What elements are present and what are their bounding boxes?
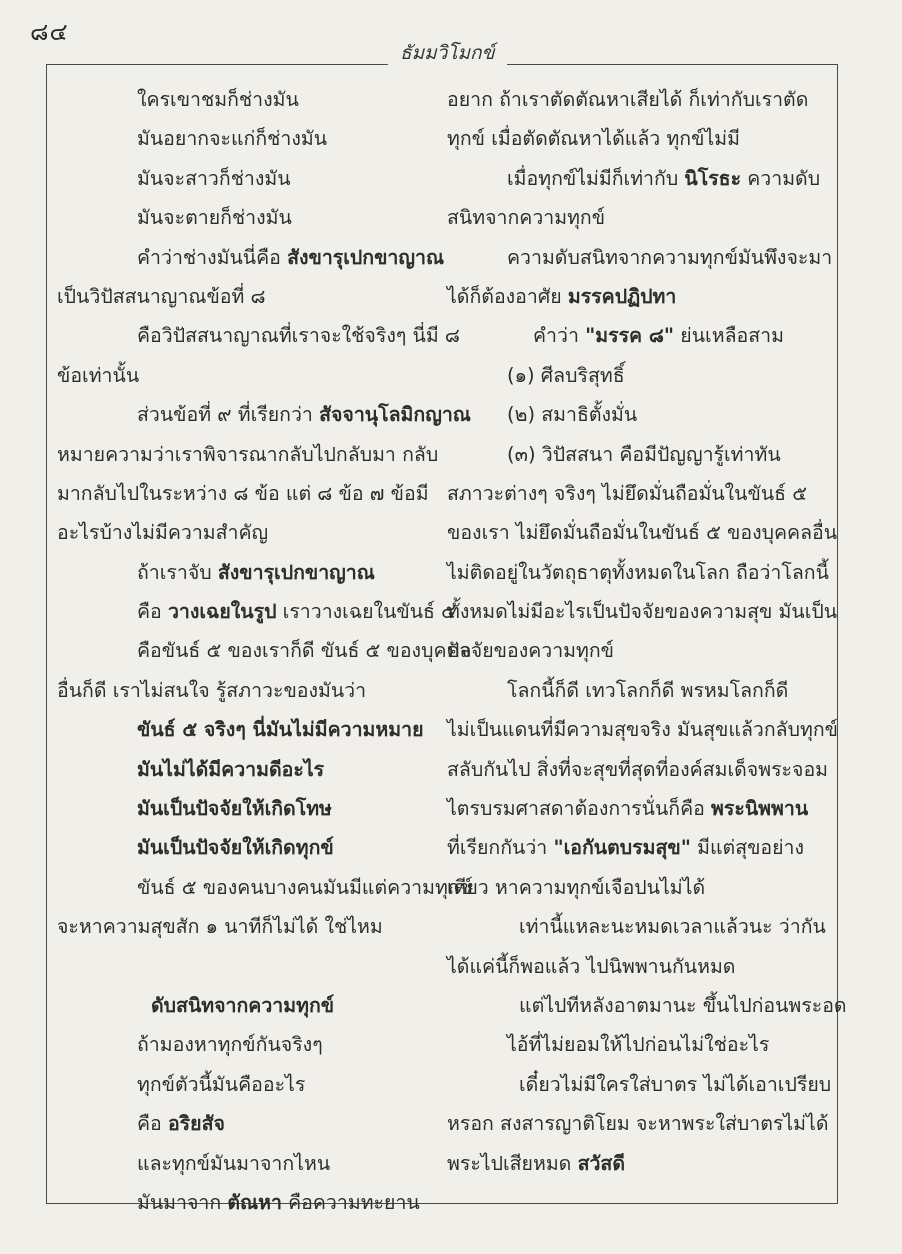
- text-line: มันอยากจะแก่ก็ช่างมัน: [137, 127, 328, 151]
- list-item: (๑) ศีลบริสุทธิ์: [507, 363, 625, 387]
- text-line: ไตรบรมศาสดาต้องการนั่นก็คือ พระนิพพาน: [447, 797, 809, 821]
- text-line: สภาวะต่างๆ จริงๆ ไม่ยึดมั่นถือมั่นในขันธ์ ๕: [447, 481, 808, 505]
- bold-term: "เอกันตบรมสุข": [553, 836, 691, 860]
- text-line: เป็นวิปัสสนาญาณข้อที่ ๘: [57, 284, 266, 308]
- text-line: ส่วนข้อที่ ๙ ที่เรียกว่า สัจจานุโลมิกญาณ: [137, 403, 471, 427]
- text-line: มันเป็นปัจจัยให้เกิดทุกข์: [137, 836, 334, 860]
- text-line: ถ้ามองหาทุกข์กันจริงๆ: [137, 1033, 323, 1057]
- text-line: โลกนี้ก็ดี เทวโลกก็ดี พรหมโลกก็ดี: [507, 678, 789, 702]
- text-line: สลับกันไป สิ่งที่จะสุขที่สุดที่องค์สมเด็จพระจอม: [447, 757, 829, 781]
- text-line: เมื่อทุกข์ไม่มีก็เท่ากับ นิโรธะ ความดับ: [507, 166, 821, 190]
- text-line: ไอ้ที่ไม่ยอมให้ไปก่อนไม่ใช่อะไร: [507, 1033, 770, 1057]
- text-line: ขันธ์ ๕ ของคนบางคนมันมีแต่ความทุกข์: [137, 875, 473, 899]
- text-line: คือขันธ์ ๕ ของเราก็ดี ขันธ์ ๕ ของบุคคล: [137, 639, 472, 663]
- text-line: คือวิปัสสนาญาณที่เราจะใช้จริงๆ นี่มี ๘: [137, 324, 460, 348]
- text-line: ใครเขาชมก็ช่างมัน: [137, 88, 299, 111]
- text-line: เดียว หาความทุกข์เจือปนไม่ได้: [447, 875, 706, 899]
- text-line: ได้ก็ต้องอาศัย มรรคปฏิปทา: [447, 284, 677, 308]
- list-item: (๓) วิปัสสนา คือมีปัญญารู้เท่าทัน: [507, 442, 781, 466]
- text-line: หมายความว่าเราพิจารณากลับไปกลับมา กลับ: [57, 442, 439, 466]
- text-line: ทั้งหมดไม่มีอะไรเป็นปัจจัยของความสุข มันเป็น: [447, 600, 838, 624]
- bold-term: วางเฉยในรูป: [167, 600, 277, 624]
- text-line: ถ้าเราจับ สังขารุเปกขาญาณ: [137, 560, 375, 584]
- list-item: (๒) สมาธิตั้งมั่น: [507, 403, 638, 427]
- text-line: อะไรบ้างไม่มีความสำคัญ: [57, 521, 269, 545]
- text-line: หรอก สงสารญาติโยม จะหาพระใส่บาตรไม่ได้: [447, 1112, 829, 1136]
- text-line: มันเป็นปัจจัยให้เกิดโทษ: [137, 797, 332, 821]
- left-column: [57, 80, 473, 1222]
- text-line: อื่นก็ดี เราไม่สนใจ รู้สภาวะของมันว่า: [57, 678, 367, 702]
- running-header: ธัมมวิโมกข์: [388, 38, 507, 68]
- text-line: แต่ไปทีหลังอาตมานะ ขึ้นไปก่อนพระอด: [519, 993, 847, 1017]
- text-line: ขันธ์ ๕ จริงๆ นี่มันไม่มีความหมาย: [137, 718, 424, 742]
- text-line: ที่เรียกกันว่า "เอกันตบรมสุข" มีแต่สุขอย่าง: [447, 836, 805, 860]
- bold-term: สังขารุเปกขาญาณ: [287, 245, 445, 269]
- text-line: เท่านี้แหละนะหมดเวลาแล้วนะ ว่ากัน: [519, 915, 826, 939]
- text-line: ของเรา ไม่ยึดมั่นถือมั่นในขันธ์ ๕ ของบุคคลอื่น: [447, 521, 838, 545]
- bold-term: สวัสดี: [577, 1151, 625, 1175]
- bold-term: สัจจานุโลมิกญาณ: [319, 403, 471, 427]
- text-line: พระไปเสียหมด สวัสดี: [447, 1151, 625, 1175]
- text-line: มากลับไปในระหว่าง ๘ ข้อ แต่ ๘ ข้อ ๗ ข้อมี: [57, 481, 429, 505]
- bold-term: ตัณหา: [227, 1190, 282, 1214]
- section-heading: ดับสนิทจากความทุกข์: [151, 993, 335, 1017]
- right-column: [447, 80, 847, 1183]
- bold-term: นิโรธะ: [684, 166, 742, 190]
- bold-term: อริยสัจ: [167, 1112, 225, 1136]
- text-line: ปัจจัยของความทุกข์: [447, 639, 615, 663]
- text-line: สนิทจากความทุกข์: [447, 206, 606, 230]
- text-line: คำว่าช่างมันนี่คือ สังขารุเปกขาญาณ: [137, 245, 445, 269]
- text-line: จะหาความสุขสัก ๑ นาทีก็ไม่ได้ ใช่ไหม: [57, 915, 383, 939]
- bold-term: มรรคปฏิปทา: [567, 284, 677, 308]
- text-line: ได้แค่นี้ก็พอแล้ว ไปนิพพานกันหมด: [447, 954, 736, 978]
- text-line: อยาก ถ้าเราตัดตัณหาเสียได้ ก็เท่ากับเราตัด: [447, 88, 809, 111]
- text-line: ไม่เป็นแดนที่มีความสุขจริง มันสุขแล้วกลับทุกข์: [447, 718, 838, 742]
- bold-term: "มรรค ๘": [585, 324, 675, 348]
- text-line: และทุกข์มันมาจากไหน: [137, 1151, 331, 1175]
- text-line: ข้อเท่านั้น: [57, 363, 140, 387]
- page-number: ๘๔: [30, 18, 69, 46]
- text-line: ทุกข์ตัวนี้มันคืออะไร: [137, 1072, 306, 1096]
- text-line: มันจะสาวก็ช่างมัน: [137, 166, 291, 190]
- text-line: มันมาจาก ตัณหา คือความทะยาน: [137, 1190, 420, 1214]
- blank-line: [57, 947, 430, 986]
- text-line: มันจะตายก็ช่างมัน: [137, 206, 292, 230]
- bold-term: พระนิพพาน: [711, 797, 809, 821]
- text-line: คือ วางเฉยในรูป เราวางเฉยในขันธ์ ๕: [137, 600, 456, 624]
- text-line: มันไม่ได้มีความดีอะไร: [137, 757, 325, 781]
- bold-term: สังขารุเปกขาญาณ: [217, 560, 375, 584]
- text-line: ทุกข์ เมื่อตัดตัณหาได้แล้ว ทุกข์ไม่มี: [447, 127, 740, 151]
- text-line: เดี๋ยวไม่มีใครใส่บาตร ไม่ได้เอาเปรียบ: [519, 1072, 832, 1096]
- text-line: ความดับสนิทจากความทุกข์มันพึงจะมา: [507, 245, 833, 269]
- text-line: คือ อริยสัจ: [137, 1112, 225, 1136]
- text-line: คำว่า "มรรค ๘" ย่นเหลือสาม: [533, 324, 784, 348]
- text-line: ไม่ติดอยู่ในวัตถุธาตุทั้งหมดในโลก ถือว่าโลกนี้: [447, 560, 829, 584]
